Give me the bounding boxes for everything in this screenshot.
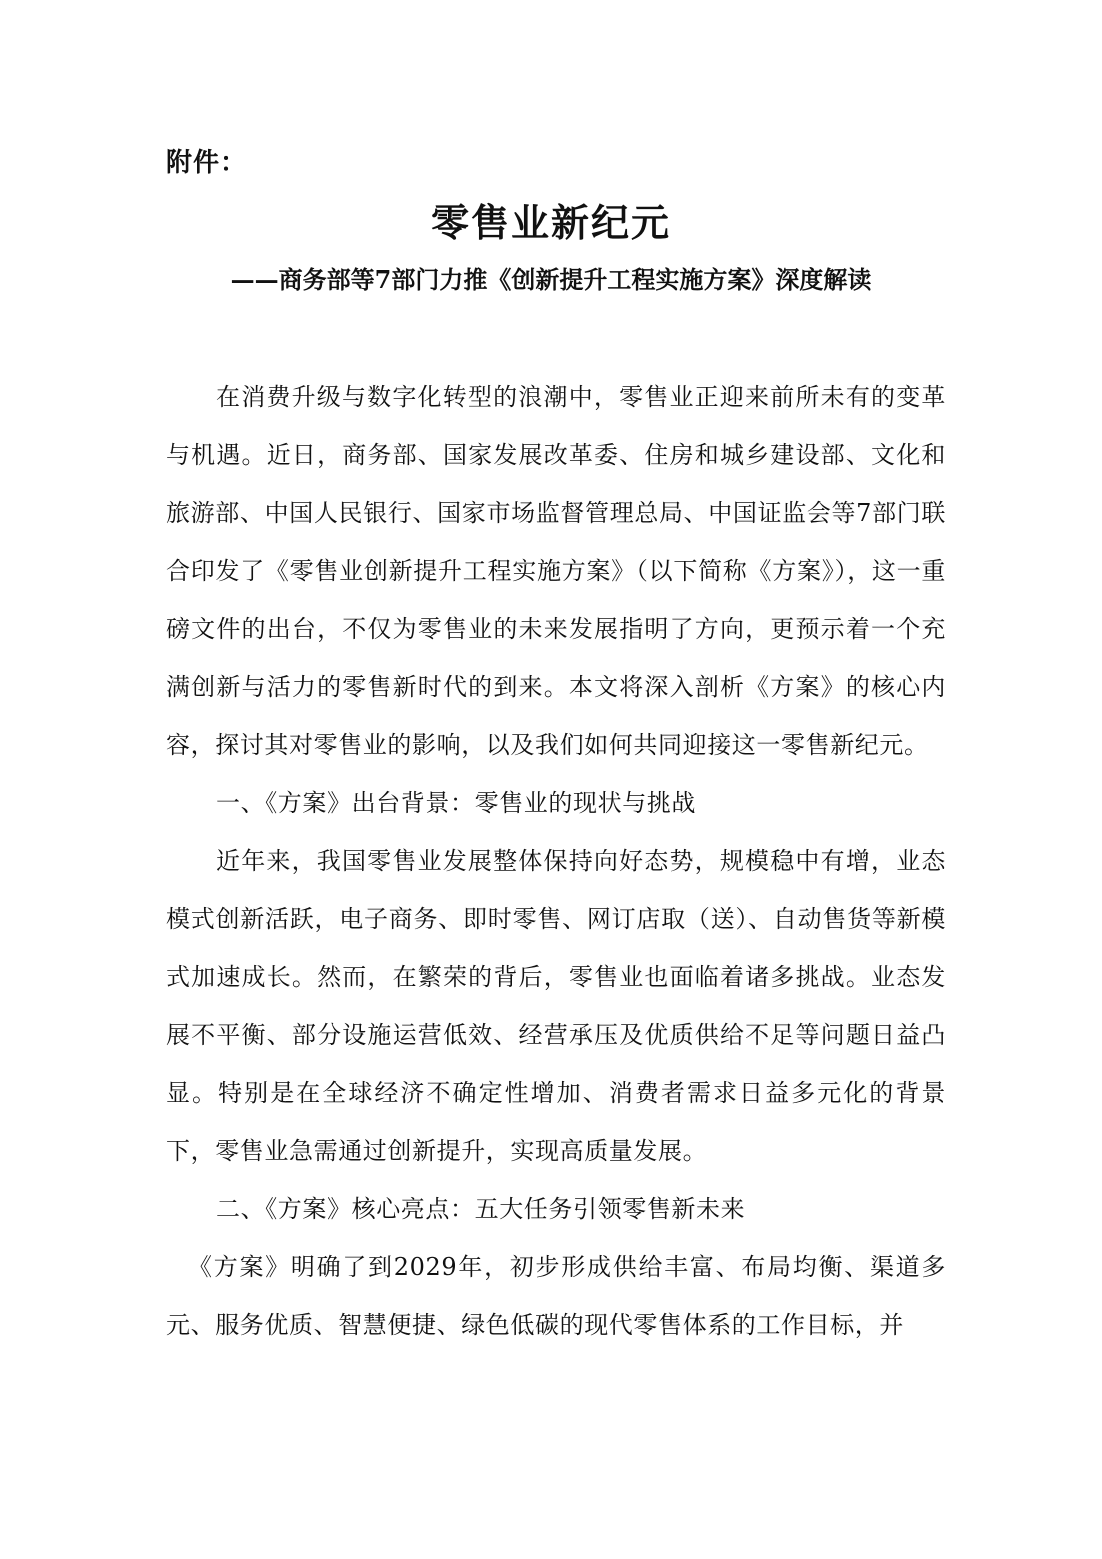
section-heading-highlights: 二、《方案》核心亮点：五大任务引领零售新未来 — [216, 1195, 746, 1223]
highlights-paragraph: 《方案》明确了到2029年，初步形成供给丰富、布局均衡、渠道多元、服务优质、智慧便捷、绿色低碳的现代零售体系的工作目标，并 — [166, 1253, 946, 1339]
background-paragraph: 近年来，我国零售业发展整体保持向好态势，规模稳中有增，业态模式创新活跃，电子商务、即时零售、网订店取（送）、自动售货等新模式加速成长。然而，在繁荣的背后，零售业也面临着诸多挑战。业态发展不平衡、部分设施运营低效、经营承压及优质供给不足等问题日益凸显。特别是在全球经济不确定性增加、消费者需求日益多元化的背景下，零售业急需通过创新提升，实现高质量发展。 — [166, 847, 946, 1165]
attachment-label: 附件： — [166, 148, 248, 178]
document-title: 零售业新纪元 — [430, 201, 671, 245]
intro-paragraph: 在消费升级与数字化转型的浪潮中，零售业正迎来前所未有的变革与机遇。近日，商务部、国家发展改革委、住房和城乡建设部、文化和旅游部、中国人民银行、国家市场监督管理总局、中国证监会等7部门联合印发了《零售业创新提升工程实施方案》（以下简称《方案》），这一重磅文件的出台，不仅为零售业的未来发展指明了方向，更预示着一个充满创新与活力的零售新时代的到来。本文将深入剖析《方案》的核心内容，探讨其对零售业的影响，以及我们如何共同迎接这一零售新纪元。 — [166, 383, 946, 759]
section-heading-background: 一、《方案》出台背景：零售业的现状与挑战 — [216, 789, 696, 817]
document-body — [166, 368, 946, 1354]
document-subtitle: ——商务部等7部门力推《创新提升工程实施方案》深度解读 — [230, 265, 872, 294]
